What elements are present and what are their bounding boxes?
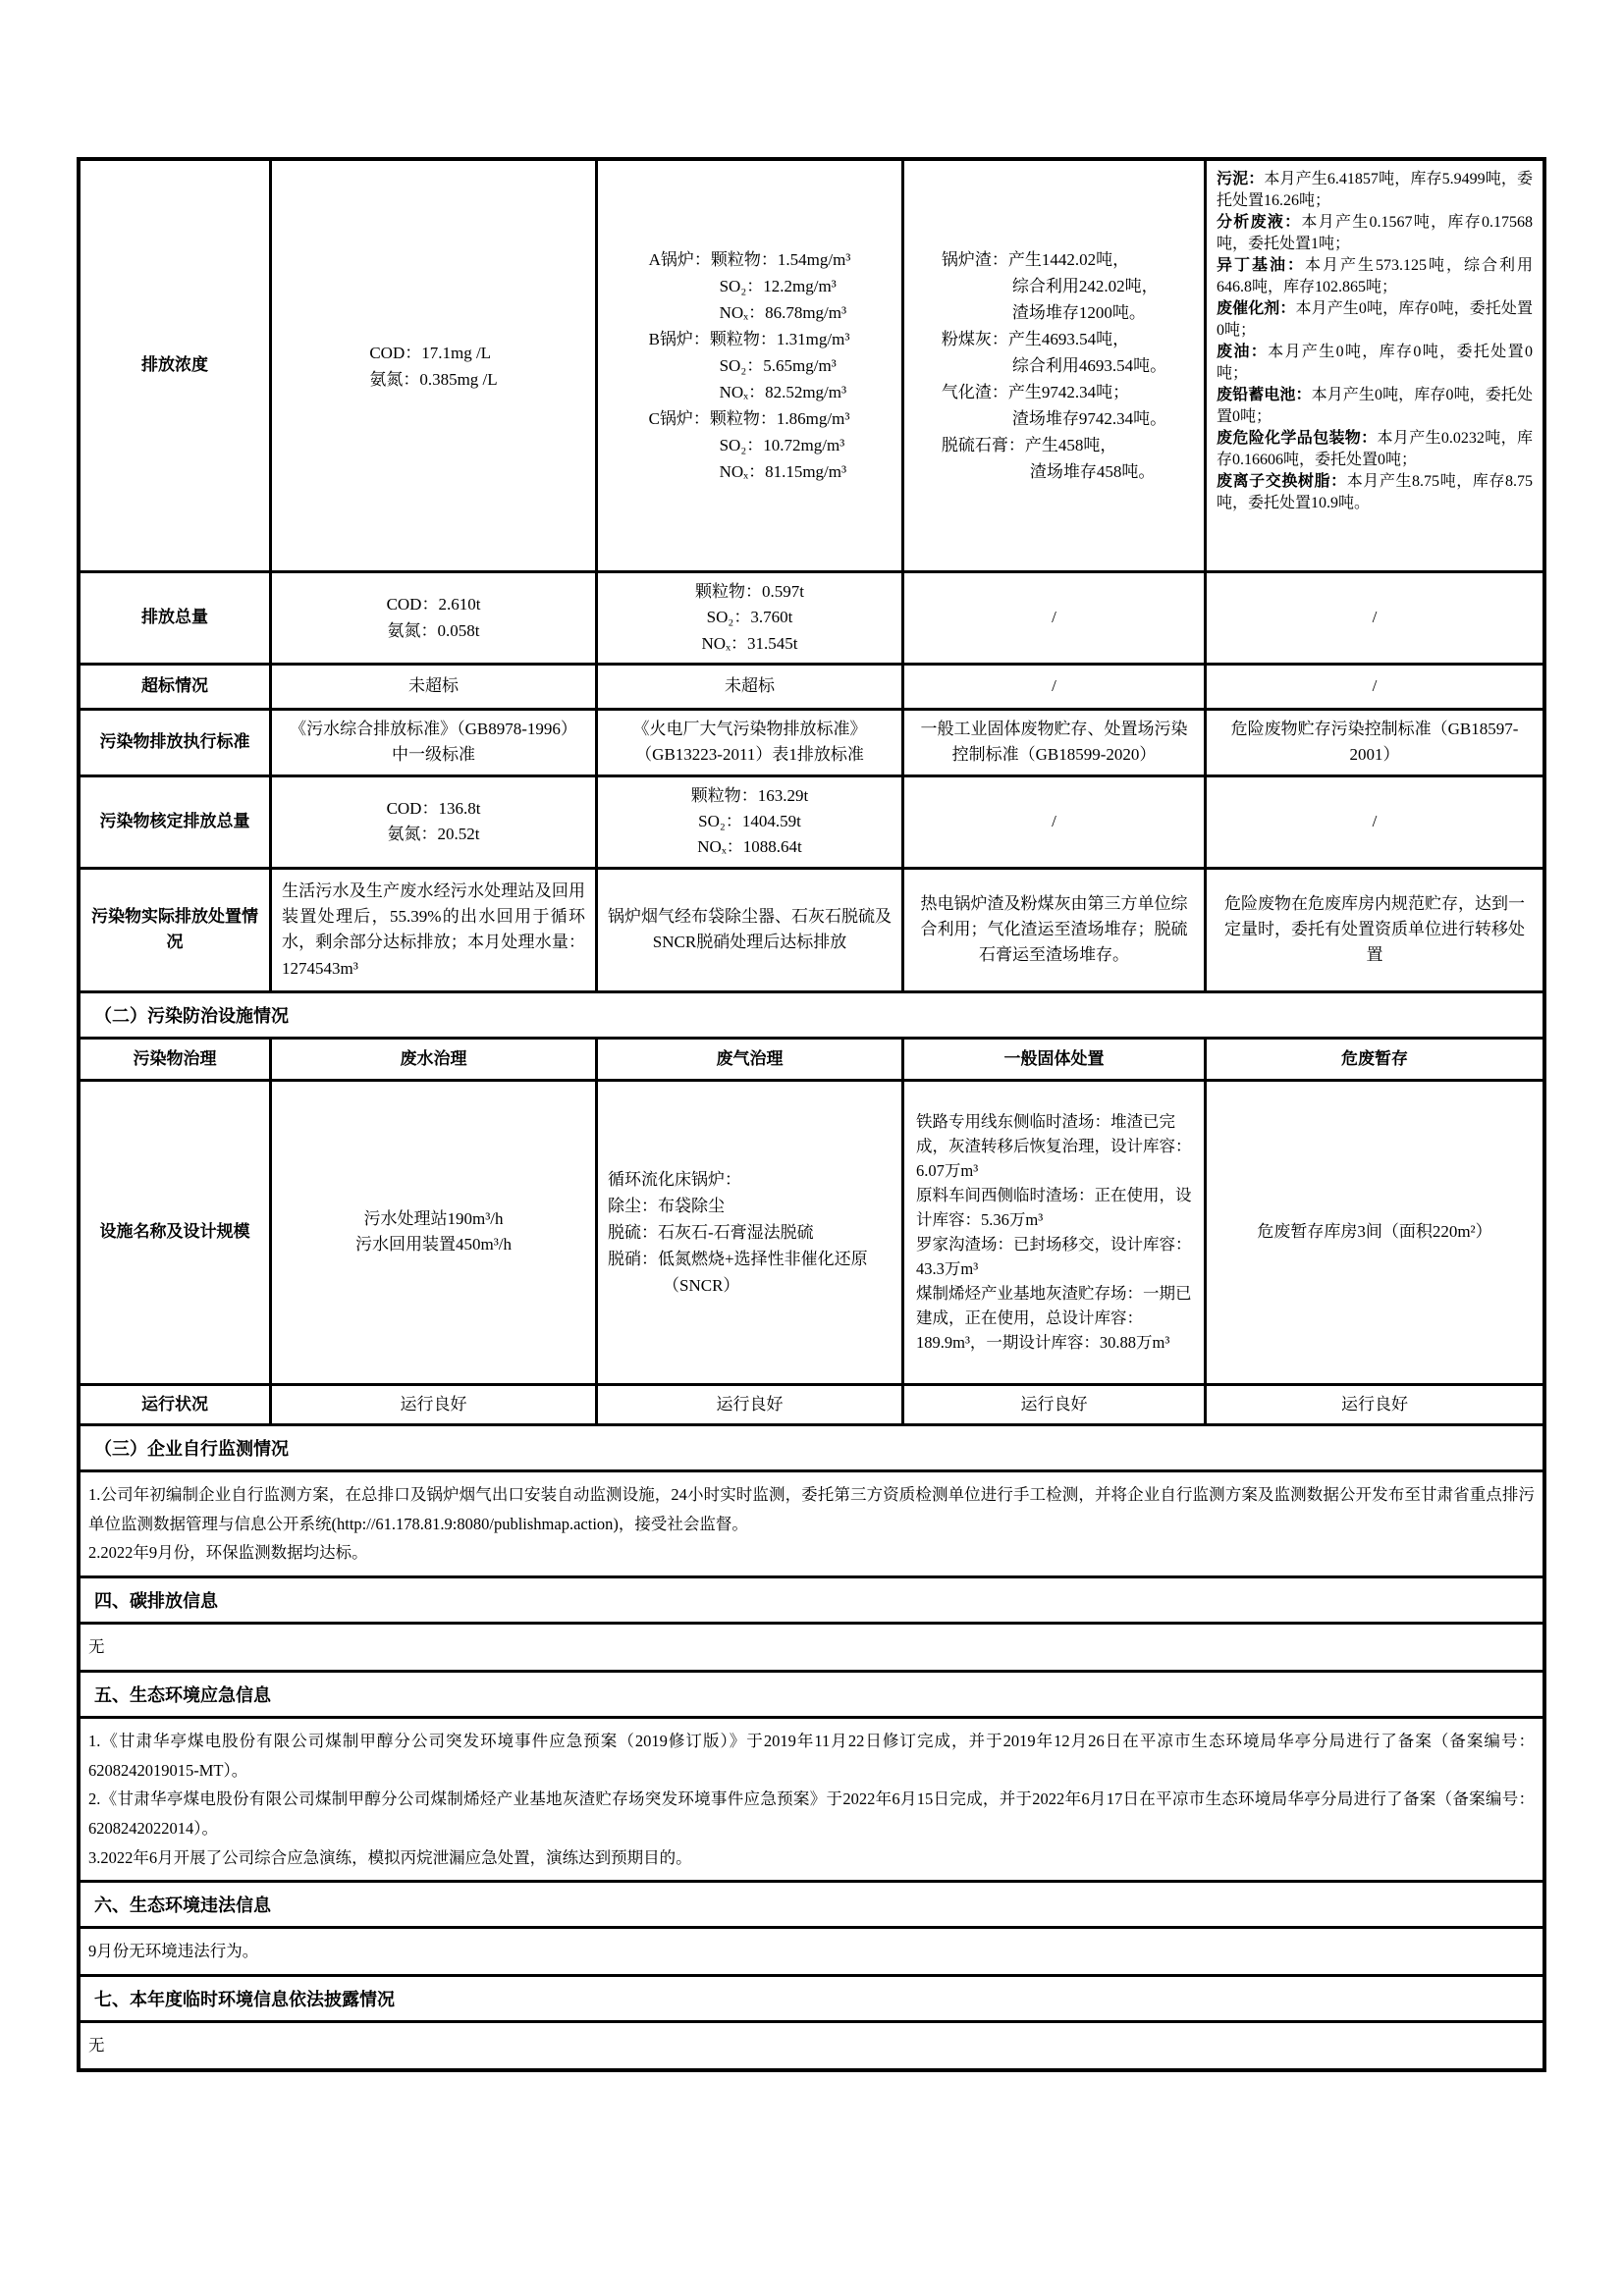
haz-item-name: 废铅蓄电池： [1217,387,1312,403]
row-label: 污染物核定排放总量 [81,777,272,870]
text-line: COD：17.1mg /L [369,343,492,362]
text-line: 氨氮：0.058t [387,620,480,640]
col-header-wastewater: 废水治理 [272,1040,598,1082]
solid-waste-block [942,246,1166,485]
text-line: NOₓ：86.78mg/m³ [719,303,847,322]
cell-conc-water [272,161,598,573]
haz-item-detail: 本月产生0吨，库存0吨，委托处置0吨； [1217,300,1533,339]
col-header-wastegas: 废气治理 [598,1040,904,1082]
cell-total-water [272,573,598,666]
cell-facility-haz: 危废暂存库房3间（面积220m²） [1207,1082,1543,1386]
haz-item-detail: 本月产生0吨，库存0吨，委托处置0吨； [1217,344,1533,382]
text-line: 锅炉渣：产生1442.02吨， [941,250,1130,269]
paragraph: 2.2022年9月份，环保监测数据均达标。 [88,1543,368,1563]
haz-item-detail: 本月产生0.0232吨，库存0.16606吨，委托处置0吨； [1217,430,1533,468]
haz-item-name: 废油： [1217,344,1269,360]
haz-item-detail: 本月产生6.41857吨，库存5.9499吨，委托处置16.26吨； [1217,171,1533,209]
row-approved-total [81,777,1543,870]
haz-item-name: 废危险化学品包装物： [1217,430,1378,447]
row-label: 污染物排放执行标准 [81,711,272,777]
text-line: NOₓ：31.545t [701,633,798,653]
cell-actual-water: 生活污水及生产废水经污水处理站及回用装置处理后，55.39%的出水回用于循环水，剩余部分达标排放；本月处理水量：1274543m³ [272,870,598,993]
text-line: NOₓ：82.52mg/m³ [719,383,847,401]
haz-item [1217,342,1533,385]
cell-facility-solid [904,1082,1207,1386]
cell-status-air: 运行良好 [598,1386,904,1426]
text-line: 脱硫：石灰石-石膏湿法脱硫 [608,1222,814,1242]
haz-item [1217,385,1533,428]
cell-conc-hazardous [1207,161,1543,573]
text-line: 综合利用4693.54吨。 [1011,356,1167,375]
cell-exceed-haz: / [1207,666,1543,711]
text-line: NOₓ：1088.64t [697,837,802,857]
haz-item-detail: 本月产生573.125吨，综合利用646.8吨，库存102.865吨； [1217,257,1533,295]
section7-content: 无 [88,2035,105,2055]
cell-total-solid: / [904,573,1207,666]
text-line: SO₂：10.72mg/m³ [719,436,845,454]
section7-title: 七、本年度临时环境信息依法披露情况 [81,1977,1543,2023]
haz-item-detail: 本月产生8.75吨，库存8.75吨，委托处置10.9吨。 [1217,473,1533,511]
section4-title: 四、碳排放信息 [81,1578,1543,1625]
row-facility-header [81,1040,1543,1082]
haz-item [1217,169,1533,212]
row-discharge-standards [81,711,1543,777]
row-label: 污染物实际排放处置情况 [81,870,272,993]
row-label: 排放总量 [81,573,272,666]
text-line: COD：136.8t [386,798,481,818]
cell-conc-air [598,161,904,573]
row-facility-scale [81,1082,1543,1386]
haz-item-detail: 本月产生0吨，库存0吨，委托处置0吨； [1217,387,1533,425]
cell-approved-solid: / [904,777,1207,870]
haz-item-name: 分析废液： [1217,214,1302,231]
section2-title: （二）污染防治设施情况 [81,993,1543,1040]
col-header-hazardous: 危废暂存 [1207,1040,1543,1082]
cell-std-water: 《污水综合排放标准》（GB8978-1996）中一级标准 [272,711,598,777]
row-operation-status [81,1386,1543,1426]
text-line: 渣场堆存9742.34吨。 [1011,409,1167,428]
cell-actual-air: 锅炉烟气经布袋除尘器、石灰石脱硫及SNCR脱硝处理后达标排放 [598,870,904,993]
text-line: SO₂：1404.59t [698,812,801,831]
text-line: B锅炉：颗粒物：1.31mg/m³ [648,330,850,348]
disclosure-table [77,157,1546,2072]
paragraph: 2.《甘肃华亭煤电股份有限公司煤制甲醇分公司煤制烯烃产业基地灰渣贮存场突发环境事件应急预案》于2022年6月15日完成，并于2022年6月17日在平凉市生态环境局华亭分局进行了备案（备案编号：6208242022014）。 [88,1789,1535,1838]
text-line: 污水回用装置450m³/h [354,1235,513,1255]
section6-content: 9月份无环境违法行为。 [81,1929,1543,1977]
col-header-solid: 一般固体处置 [904,1040,1207,1082]
haz-item [1217,212,1533,255]
cell-status-haz: 运行良好 [1207,1386,1543,1426]
text-line: 综合利用242.02吨， [1011,277,1159,295]
haz-item-name: 污泥： [1217,171,1265,187]
facility-solid-item: 铁路专用线东侧临时渣场：堆渣已完成，灰渣转移后恢复治理，设计库容：6.07万m³ [916,1112,1192,1181]
cell-total-haz: / [1207,573,1543,666]
cell-facility-air [598,1082,904,1386]
row-label: 运行状况 [81,1386,272,1426]
haz-item-detail: 本月产生0.1567吨，库存0.17568吨，委托处置1吨； [1217,214,1533,252]
paragraph: 3.2022年6月开展了公司综合应急演练，模拟丙烷泄漏应急处置，演练达到预期目的。 [88,1847,692,1867]
text-line: 脱硝：低氮燃烧+选择性非催化还原 [608,1249,868,1268]
cell-actual-haz: 危险废物在危废库房内规范贮存，达到一定量时，委托有处置资质单位进行转移处置 [1207,870,1543,993]
row-label: 设施名称及设计规模 [81,1082,272,1386]
paragraph: 1.《甘肃华亭煤电股份有限公司煤制甲醇分公司突发环境事件应急预案（2019修订版）》于2019年11月22日修订完成，并于2019年12月26日在平凉市生态环境局华亭分局进行了备案（备案编号：6208242019015-MT）。 [88,1731,1535,1780]
text-line: 颗粒物：0.597t [695,582,804,601]
text-line: COD：2.610t [386,595,481,614]
air-conc-block [649,246,851,485]
text-line: 污水处理站190m³/h [363,1208,504,1228]
cell-total-air [598,573,904,666]
col-header-treatment: 污染物治理 [81,1040,272,1082]
section3-title: （三）企业自行监测情况 [81,1426,1543,1472]
row-label: 排放浓度 [81,161,272,573]
text-line: （SNCR） [663,1275,740,1295]
text-line: 渣场堆存1200吨。 [1011,303,1146,322]
text-line: 粉煤灰：产生4693.54吨， [941,330,1130,348]
haz-item [1217,428,1533,471]
cell-std-solid: 一般工业固体废物贮存、处置场污染控制标准（GB18599-2020） [904,711,1207,777]
text-line: NOₓ：81.15mg/m³ [719,462,847,481]
text-line: 脱硫石膏：产生458吨， [941,436,1117,454]
cell-approved-air [598,777,904,870]
section3-content [81,1472,1543,1578]
haz-item [1217,471,1533,514]
section4-content: 无 [81,1625,1543,1673]
cell-actual-solid: 热电锅炉渣及粉煤灰由第三方单位综合利用；气化渣运至渣场堆存；脱硫石膏运至渣场堆存。 [904,870,1207,993]
facility-solid-item: 原料车间西侧临时渣场：正在使用，设计库容：5.36万m³ [916,1186,1192,1230]
row-emission-total [81,573,1543,666]
text-line: 渣场堆存458吨。 [1029,462,1156,481]
haz-item-name: 废催化剂： [1217,300,1296,317]
cell-std-air: 《火电厂大气污染物排放标准》（GB13223-2011）表1排放标准 [598,711,904,777]
section5-title: 五、生态环境应急信息 [81,1673,1543,1719]
text-line: 气化渣：产生9742.34吨； [941,383,1130,401]
facility-solid-item: 煤制烯烃产业基地灰渣贮存场：一期已建成，正在使用，总设计库容：189.9m³，一期设计库容：30.88万m³ [916,1284,1192,1353]
text-line: 除尘：布袋除尘 [608,1196,725,1215]
section5-content [81,1719,1543,1883]
water-conc-block [369,340,497,393]
text-line: 氨氮：0.385mg /L [369,369,498,389]
section6-title: 六、生态环境违法信息 [81,1883,1543,1929]
paragraph: 1.公司年初编制企业自行监测方案，在总排口及锅炉烟气出口安装自动监测设施，24小时实时监测，委托第三方资质检测单位进行手工检测，并将企业自行监测方案及监测数据公开发布至甘肃省重点排污单位监测数据管理与信息公开系统(http://61.178.81.9:8080/publishmap.action)，接受社会监督。 [88,1485,1535,1533]
row-actual-disposal [81,870,1543,993]
text-line: C锅炉：颗粒物：1.86mg/m³ [648,409,850,428]
cell-status-water: 运行良好 [272,1386,598,1426]
text-line: SO₂：5.65mg/m³ [719,356,837,375]
haz-item-name: 废离子交换树脂： [1217,473,1347,490]
text-line: SO₂：3.760t [706,608,793,627]
cell-conc-solid [904,161,1207,573]
row-exceedance [81,666,1543,711]
cell-exceed-water: 未超标 [272,666,598,711]
cell-approved-haz: / [1207,777,1543,870]
haz-item [1217,298,1533,342]
text-line: SO₂：12.2mg/m³ [719,277,837,295]
text-line: A锅炉：颗粒物：1.54mg/m³ [648,250,851,269]
facility-solid-item: 罗家沟渣场：已封场移交，设计库容：43.3万m³ [916,1235,1192,1279]
row-label: 超标情况 [81,666,272,711]
haz-item [1217,255,1533,298]
text-line: 颗粒物：163.29t [690,785,809,805]
row-emission-concentration [81,161,1543,573]
cell-status-solid: 运行良好 [904,1386,1207,1426]
cell-std-haz: 危险废物贮存污染控制标准（GB18597-2001） [1207,711,1543,777]
cell-exceed-air: 未超标 [598,666,904,711]
haz-item-name: 异丁基油： [1217,257,1305,274]
text-line: 循环流化床锅炉： [608,1169,741,1189]
text-line: 氨氮：20.52t [387,825,480,844]
cell-exceed-solid: / [904,666,1207,711]
cell-facility-water [272,1082,598,1386]
cell-approved-water [272,777,598,870]
